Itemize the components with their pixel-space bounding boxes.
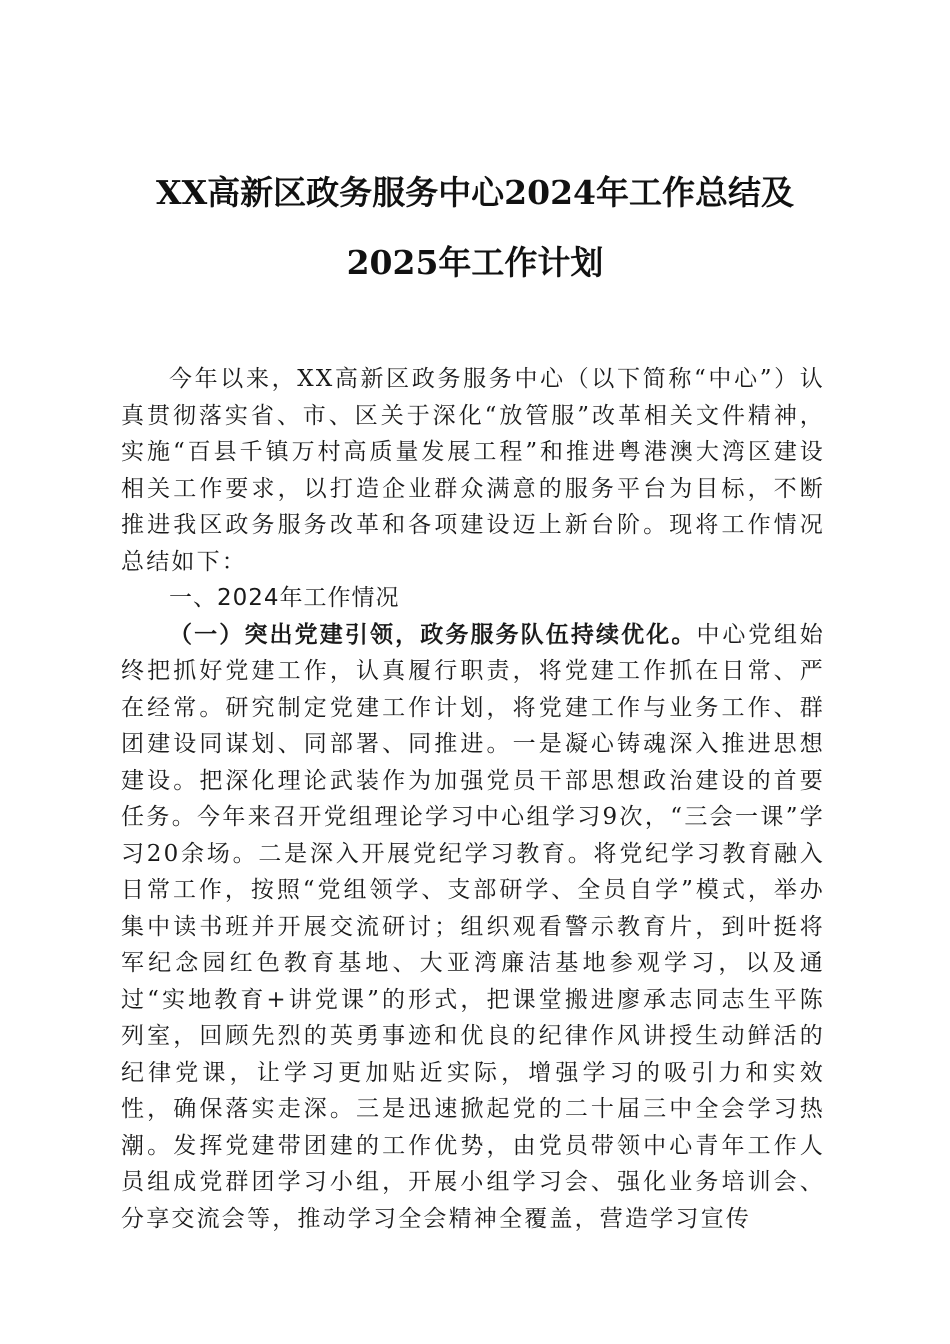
document-title-line-2: 2025年工作计划 (346, 243, 604, 282)
section-heading-1: 一、2024年工作情况 (169, 585, 400, 611)
subsection-paragraph-1 (121, 617, 825, 1238)
document-body (121, 361, 825, 1237)
subsection-body-1: 中心党组始终把抓好党建工作，认真履行职责，将党建工作抓在日常、严在经常。研究制定党建工作计划，将党建工作与业务工作、群团建设同谋划、同部署、同推进。一是凝心铸魂深入推进思想建设。把深化理论武装作为加强党员干部思想政治建设的首要任务。今年来召开党组理论学习中心组学习9次，“三会一课”学习20余场。二是深入开展党纪学习教育。将党纪学习教育融入日常工作，按照“党组领学、支部研学、全员自学”模式，举办集中读书班并开展交流研讨；组织观看警示教育片，到叶挺将军纪念园红色教育基地、大亚湾廉洁基地参观学习，以及通过“实地教育+讲党课”的形式，把课堂搬进廖承志同志生平陈列室，回顾先烈的英勇事迹和优良的纪律作风讲授生动鲜活的纪律党课，让学习更加贴近实际，增强学习的吸引力和实效性，确保落实走深。三是迅速掀起党的二十届三中全会学习热潮。发挥党建带团建的工作优势，由党员带领中心青年工作人员组成党群团学习小组，开展小组学习会、强化业务培训会、分享交流会等，推动学习全会精神全覆盖，营造学习宣传 (121, 621, 826, 1232)
intro-paragraph: 今年以来，XX高新区政务服务中心（以下简称“中心”）认真贯彻落实省、市、区关于深化“放管服”改革相关文件精神，实施“百县千镇万村高质量发展工程”和推进粤港澳大湾区建设相关工作要求，以打造企业群众满意的服务平台为目标，不断推进我区政务服务改革和各项建设迈上新台阶。现将工作情况总结如下： (121, 366, 825, 575)
document-title-line-1: XX高新区政务服务中心2024年工作总结及 (155, 173, 795, 212)
subsection-heading-1: （一）突出党建引领，政务服务队伍持续优化。 (169, 621, 697, 648)
